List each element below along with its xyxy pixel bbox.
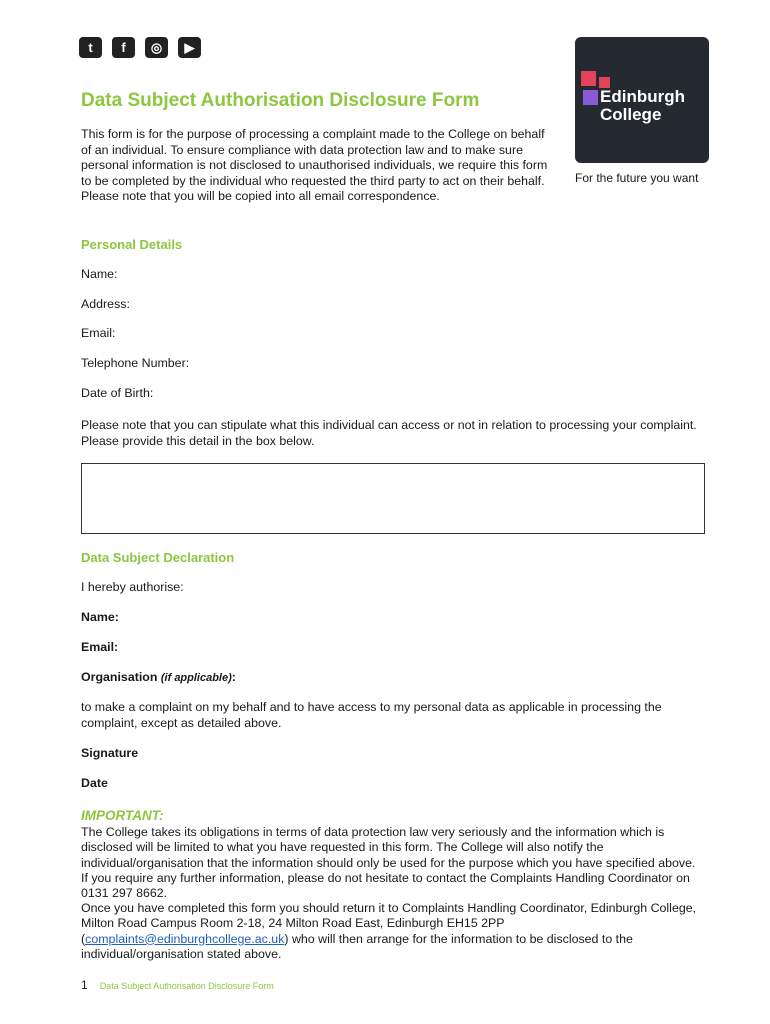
page-title: Data Subject Authorisation Disclosure Form (81, 90, 480, 111)
organisation-label (81, 670, 236, 687)
facebook-icon[interactable]: f (112, 37, 135, 58)
telephone-label: Telephone Number: (81, 356, 190, 370)
social-icons (79, 37, 201, 58)
footer-title: Data Subject Authorisation Disclosure Form (99, 981, 274, 991)
dob-label: Date of Birth: (81, 386, 154, 400)
complaints-email-link[interactable]: complaints@edinburghcollege.ac.uk (85, 931, 285, 946)
intro-paragraph: This form is for the purpose of processing a complaint made to the College on behalf of an individual. To ensure compliance with data protection law and to make sure personal information is not disclosed to unauthorised individuals, we require this form to be completed by the individual who requested the third party to act on their behalf. Please note that you will be copied into all email correspondence. (81, 127, 548, 203)
organisation-optional-note: (if applicable) (160, 672, 232, 684)
return-instructions: Once you have completed this form you should return it to Complaints Handling Coordinator, Edinburgh College, Milton Road Campus Room 2-18, 24 Milton Road East, Edinburgh EH15 2PP ( (81, 901, 697, 946)
page-footer (81, 978, 274, 992)
organisation-label-text: Organisation (81, 670, 158, 684)
important-paragraph-2 (81, 901, 701, 962)
signature-label: Signature (81, 746, 139, 760)
declaration-email-label: Email: (81, 640, 119, 654)
declaration-name-label: Name: (81, 610, 119, 624)
logo-square-red (581, 71, 596, 86)
email-label: Email: (81, 326, 116, 340)
youtube-icon[interactable]: ▶ (178, 37, 201, 58)
declaration-heading: Data Subject Declaration (81, 550, 235, 565)
stipulate-paragraph: Please note that you can stipulate what this individual can access or not in relation to processing your complaint. Please provide this detail in the box below. (81, 418, 697, 448)
personal-details-heading: Personal Details (81, 237, 183, 252)
address-label: Address: (81, 297, 130, 311)
edinburgh-college-logo (575, 37, 709, 163)
date-label: Date (81, 776, 108, 790)
logo-tagline: For the future you want (575, 171, 699, 185)
purpose-paragraph: to make a complaint on my behalf and to have access to my personal data as applicable in processing the complaint, except as detailed above. (81, 700, 662, 730)
page-number: 1 (81, 978, 88, 992)
logo-text: Edinburgh College (600, 87, 685, 124)
twitter-icon[interactable]: t (79, 37, 102, 58)
access-detail-box[interactable] (81, 463, 705, 534)
important-heading: IMPORTANT: (81, 808, 164, 823)
return-instructions-end: ) who will then arrange for the information to be disclosed to the individual/organisation stated above. (81, 931, 633, 961)
organisation-colon: : (231, 670, 236, 684)
important-paragraph-1: The College takes its obligations in terms of data protection law very seriously and the information which is disclosed will be limited to what you have requested in this form. The College will also notify the individual/organisation that the information should only be used for the purpose which you have specified above. If you require any further information, please do not hesitate to contact the Complaints Handling Coordinator on 0131 297 8662. (81, 825, 696, 901)
name-label: Name: (81, 267, 118, 281)
authorise-text: I hereby authorise: (81, 580, 184, 594)
logo-square-purple (583, 90, 598, 105)
instagram-icon[interactable]: ◎ (145, 37, 168, 58)
